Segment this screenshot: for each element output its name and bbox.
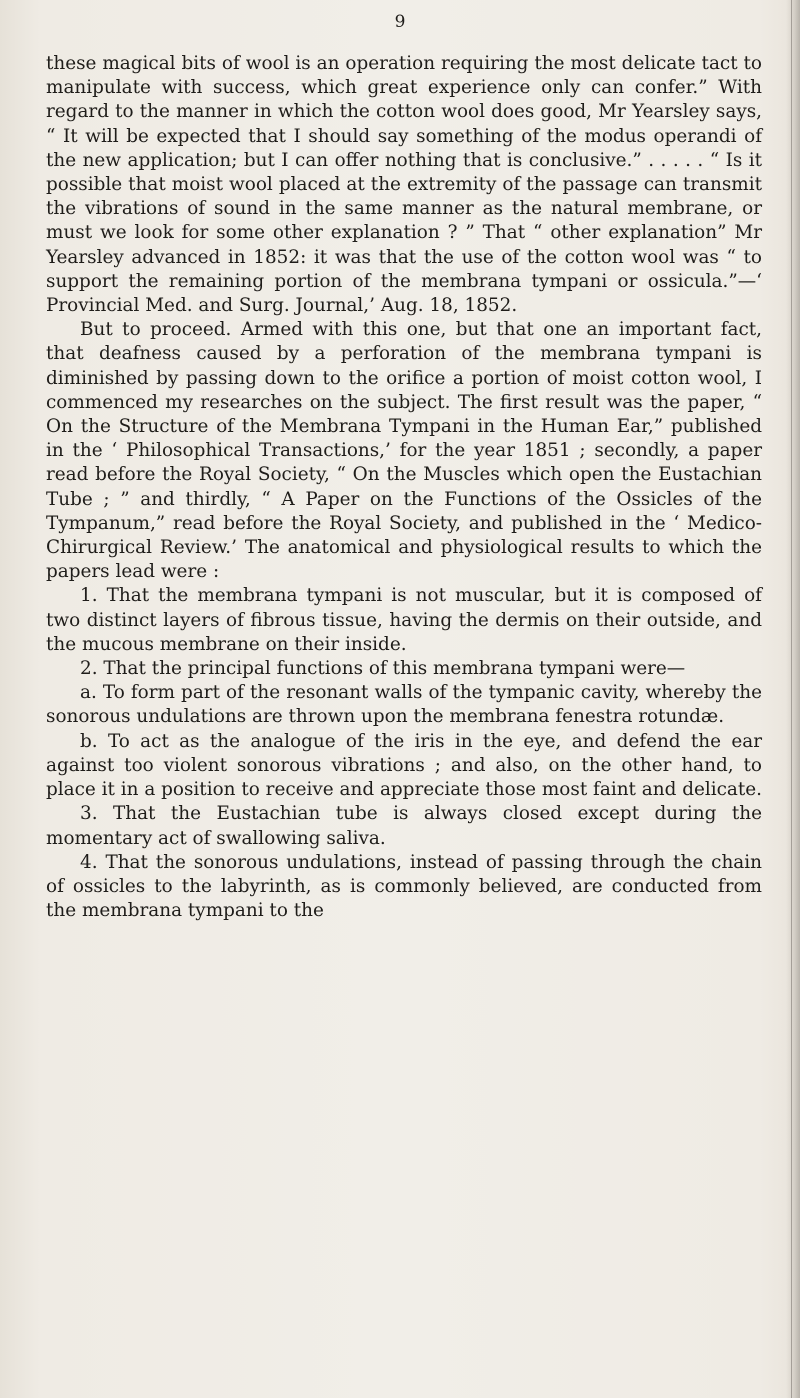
body-text [46, 52, 762, 923]
page-edge-shadow [786, 0, 800, 1398]
result-item-4: 4. That the sonorous undulations, instead of passing through the chain of ossicles to the labyrinth, as is commonly believed, are conducted from the membrana tympani to the [46, 851, 762, 922]
result-item-2b: b. To act as the analogue of the iris in the eye, and defend the ear against too violent sonorous vibrations ; and also, on the other hand, to place it in a position to receive and appreciate those most faint and delicate. [46, 730, 763, 801]
result-item-1: 1. That the membrana tympani is not muscular, but it is composed of two distinct layers of fibrous tissue, having the dermis on their outside, and the mucous membrane on their inside. [46, 585, 762, 655]
result-item-2: 2. That the principal functions of this membrana tympani were— [80, 658, 686, 680]
page-number: 9 [394, 12, 406, 32]
result-item-2a: a. To form part of the resonant walls of the tympanic cavity, whereby the sonorous undulations are thrown upon the membrana fenestra rotundæ. [46, 682, 762, 728]
paragraph-researches: But to proceed. Armed with this one, but that one an important fact, that deafness caused by a perforation of the membrana tympani is diminished by passing down to the orifice a portion of moist cotton wool, I commenced my researches on the subject. The first result was the paper, “ On the Structure of the Membrana Tympani in the Human Ear,” published in the ‘ Philosophical Transactions,’ for the year 1851 ; secondly, a paper read before the Royal Society, “ On the Muscles which open the Eustachian Tube ; ” and thirdly, “ A Paper on the Functions of the Ossicles of the Tympanum,” read before the Royal Society, and published in the ‘ Medico-Chirurgical Review.’ The anatomical and physiological results to which the papers lead were : [46, 319, 762, 583]
result-item-3: 3. That the Eustachian tube is always closed except during the momentary act of swallowing saliva. [46, 803, 762, 849]
page-edge-line [791, 0, 792, 1398]
paragraph-quote-continuation: these magical bits of wool is an operation requiring the most delicate tact to manipulate with success, which great experience only can confer.” With regard to the manner in which the cotton wool does good, Mr Yearsley says, “ It will be expected that I should say something of the modus operandi of the new application; but I can offer nothing that is conclusive.” . . . . . “ Is it possible that moist wool placed at the extremity of the passage can transmit the vibrations of sound in the same manner as the natural membrane, or must we look for some other explanation ? ” That “ other explanation” Mr Yearsley advanced in 1852: it was that the use of the cotton wool was “ to support the remaining portion of the membrana tympani or ossicula.”—‘ Provincial Med. and Surg. Journal,’ Aug. 18, 1852. [46, 53, 762, 317]
